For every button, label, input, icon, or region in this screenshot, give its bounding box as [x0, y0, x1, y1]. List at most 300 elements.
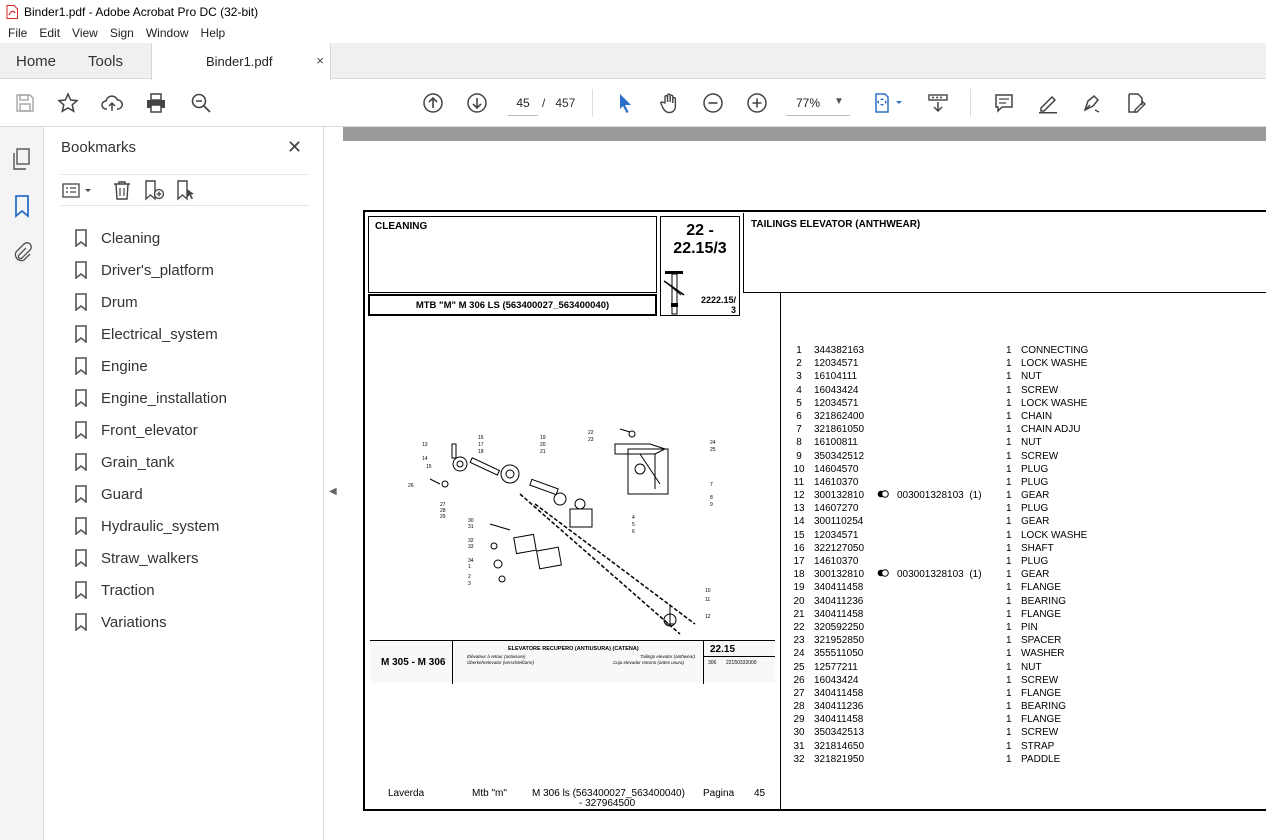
part-description: GEAR — [1021, 516, 1050, 528]
bookmarks-toolbar — [61, 174, 309, 206]
diagram-caption — [370, 640, 775, 683]
svg-text:30: 30 — [468, 518, 474, 524]
diagram-title-es: Cuja elevador retorno (antes usura) — [613, 660, 685, 665]
part-quantity: 1 — [1006, 503, 1012, 515]
part-quantity: 1 — [1006, 701, 1012, 713]
alternate-code: 003001328103 — [897, 490, 964, 502]
close-panel-icon[interactable]: ✕ — [287, 137, 303, 157]
part-code: 16043424 — [814, 674, 859, 686]
part-description: PLUG — [1021, 463, 1049, 475]
svg-text:27: 27 — [440, 502, 446, 508]
bookmark-label: Traction — [101, 581, 155, 599]
model-box — [368, 294, 657, 316]
add-bookmark-from-structure-icon[interactable] — [175, 179, 199, 203]
bookmark-icon — [74, 581, 88, 599]
alternate-marker-icon — [877, 568, 889, 581]
part-quantity: 1 — [1006, 490, 1012, 502]
diagram-title-fr: Elévateur à retour (antiusure) — [467, 654, 526, 659]
part-position: 5 — [796, 397, 802, 409]
part-quantity: 1 — [1006, 661, 1012, 673]
part-code: 340411236 — [814, 701, 864, 713]
part-quantity: 1 — [1006, 476, 1012, 488]
svg-text:16: 16 — [478, 435, 484, 441]
ref-small — [701, 295, 736, 315]
part-quantity: 1 — [1006, 450, 1012, 462]
page-number-input[interactable] — [508, 90, 538, 116]
part-position: 23 — [793, 635, 805, 647]
bookmark-label: Cleaning — [101, 229, 161, 247]
part-position: 25 — [793, 661, 805, 673]
bookmark-icon — [74, 389, 88, 407]
footer-model-tail: - 327964500 — [579, 798, 636, 809]
ref-small-line1: 2222.15/ — [700, 295, 736, 305]
bookmark-label: Hydraulic_system — [101, 517, 220, 535]
upload-cloud-icon[interactable] — [100, 91, 124, 115]
part-position: 13 — [793, 503, 805, 515]
part-quantity: 1 — [1006, 608, 1012, 620]
bookmark-item[interactable] — [74, 286, 227, 318]
star-icon[interactable] — [56, 91, 80, 115]
part-position: 18 — [793, 569, 805, 581]
caption-divider — [704, 656, 775, 657]
part-quantity: 1 — [1006, 753, 1012, 765]
tab-document[interactable] — [151, 43, 331, 80]
frame-bottom-line — [363, 809, 1266, 811]
navigation-rail — [0, 127, 44, 840]
footer-brand: Laverda — [388, 788, 425, 799]
svg-text:21: 21 — [540, 449, 546, 455]
part-description: PLUG — [1021, 556, 1049, 567]
svg-text:5: 5 — [632, 522, 635, 528]
part-position: 12 — [793, 490, 805, 502]
part-quantity: 1 — [1006, 437, 1012, 449]
part-description: FLANGE — [1021, 687, 1062, 699]
menu-help[interactable]: Help — [200, 26, 226, 40]
part-quantity: 1 — [1006, 542, 1012, 554]
part-position: 30 — [793, 727, 805, 739]
svg-text:8: 8 — [710, 495, 713, 501]
part-description: PLUG — [1021, 503, 1049, 515]
bookmark-icon — [74, 293, 88, 311]
diagram-num: 306 — [708, 660, 717, 666]
svg-text:18: 18 — [478, 449, 484, 455]
svg-text:28: 28 — [440, 508, 446, 514]
bookmark-label: Front_elevator — [101, 421, 198, 439]
alternate-code: 003001328103 — [897, 569, 964, 581]
bookmark-item[interactable] — [74, 382, 227, 414]
svg-text:13: 13 — [422, 442, 428, 448]
part-description: CONNECTING — [1021, 345, 1089, 356]
part-code: 320592250 — [814, 621, 865, 633]
part-code: 321862400 — [814, 410, 865, 422]
alternate-marker-icon — [877, 489, 889, 502]
part-position: 27 — [793, 687, 805, 699]
bookmark-label: Electrical_system — [101, 325, 218, 343]
zoom-in-icon[interactable] — [745, 91, 769, 115]
part-code: 340411236 — [814, 595, 864, 607]
part-quantity: 1 — [1006, 384, 1012, 396]
part-description: SCREW — [1021, 727, 1059, 739]
toolbar-divider — [592, 89, 593, 117]
caption-divider — [703, 641, 704, 684]
part-position: 20 — [793, 595, 805, 607]
part-position: 7 — [796, 424, 802, 436]
save-icon[interactable] — [13, 91, 37, 115]
part-description: LOCK WASHE — [1021, 358, 1088, 370]
part-quantity: 1 — [1006, 516, 1012, 528]
svg-text:3: 3 — [468, 581, 471, 587]
svg-text:23: 23 — [588, 437, 594, 443]
svg-text:4: 4 — [632, 515, 635, 521]
footer-model-full: M 306 ls (563400027_563400040) — [532, 788, 685, 799]
svg-text:25: 25 — [710, 447, 716, 453]
part-alternate-code — [897, 568, 982, 581]
bookmark-icon — [74, 229, 88, 247]
bookmark-label: Driver's_platform — [101, 261, 214, 279]
part-quantity: 1 — [1006, 569, 1012, 581]
svg-text:31: 31 — [468, 524, 474, 530]
part-position: 10 — [793, 463, 805, 475]
bookmark-options-icon[interactable] — [61, 179, 97, 203]
bookmark-item[interactable] — [74, 510, 227, 542]
part-position: 29 — [793, 714, 805, 726]
part-code: 355511050 — [814, 648, 864, 660]
svg-text:7: 7 — [710, 482, 713, 488]
highlight-pen-icon[interactable] — [1036, 91, 1060, 115]
part-code: 321821950 — [814, 753, 865, 765]
svg-text:9: 9 — [710, 502, 713, 508]
part-code: 14610370 — [814, 476, 859, 488]
main-toolbar — [0, 80, 1266, 127]
part-code: 16043424 — [814, 384, 859, 396]
svg-text:1: 1 — [468, 564, 471, 570]
part-description: FLANGE — [1021, 582, 1062, 594]
fill-sign-icon[interactable] — [1124, 91, 1148, 115]
part-quantity: 1 — [1006, 674, 1012, 686]
svg-text:26: 26 — [408, 483, 414, 489]
part-code: 14607270 — [814, 503, 859, 515]
zoom-out-icon[interactable] — [701, 91, 725, 115]
tab-tools[interactable]: Tools — [88, 52, 124, 70]
part-position: 22 — [793, 621, 805, 633]
bookmark-item[interactable] — [74, 254, 227, 286]
svg-text:19: 19 — [540, 435, 546, 441]
part-code: 300110254 — [814, 516, 864, 528]
footer-model-short: Mtb "m" — [472, 788, 507, 799]
part-code: 16100811 — [814, 437, 858, 449]
part-code: 321814650 — [814, 740, 865, 752]
bookmark-icon — [74, 261, 88, 279]
bookmark-icon — [74, 517, 88, 535]
part-position: 15 — [793, 529, 805, 541]
part-code: 322127050 — [814, 542, 865, 554]
alternate-note: (1) — [969, 490, 982, 502]
part-position: 1 — [796, 345, 802, 356]
diagram-model: M 305 - M 306 — [381, 657, 446, 668]
group-title-box — [743, 213, 1266, 293]
part-position: 19 — [793, 582, 805, 594]
diagram-code: 22150332000 — [726, 660, 757, 666]
part-code: 300132810 — [814, 569, 865, 581]
part-position: 16 — [793, 542, 805, 554]
part-code: 12577211 — [814, 661, 858, 673]
print-icon[interactable] — [144, 91, 168, 115]
bookmarks-panel — [44, 127, 324, 840]
part-quantity: 1 — [1006, 410, 1012, 422]
part-position: 32 — [793, 753, 805, 765]
menu-window[interactable]: Window — [145, 26, 189, 40]
pdf-page — [343, 141, 1266, 840]
bookmark-icon — [74, 357, 88, 375]
part-code: 344382163 — [814, 345, 865, 356]
part-description: PLUG — [1021, 476, 1049, 488]
page-thumbnails-icon[interactable] — [11, 147, 33, 171]
part-description: CHAIN — [1021, 410, 1053, 422]
bookmark-item[interactable] — [74, 318, 227, 350]
total-pages: 457 — [555, 96, 576, 110]
toolbar-divider — [970, 89, 971, 117]
tab-document-label: Binder1.pdf — [206, 54, 273, 69]
part-code: 300132810 — [814, 490, 865, 502]
part-description: GEAR — [1021, 569, 1050, 581]
part-description: SCREW — [1021, 450, 1059, 462]
part-description: FLANGE — [1021, 714, 1062, 726]
sign-pen-icon[interactable] — [1080, 91, 1104, 115]
bookmark-item[interactable] — [74, 478, 227, 510]
part-quantity: 1 — [1006, 424, 1012, 436]
part-position: 26 — [793, 674, 805, 686]
part-code: 12034571 — [814, 358, 859, 370]
exploded-diagram — [370, 424, 775, 644]
svg-text:20: 20 — [540, 442, 546, 448]
part-description: SCREW — [1021, 674, 1059, 686]
bookmark-list — [74, 222, 227, 638]
part-position: 11 — [793, 476, 805, 488]
menu-bar — [0, 23, 1266, 43]
bookmark-icon — [74, 485, 88, 503]
part-description: LOCK WASHE — [1021, 529, 1088, 541]
menu-file[interactable]: File — [8, 26, 28, 40]
part-quantity: 1 — [1006, 582, 1012, 594]
part-position: 24 — [793, 648, 805, 660]
part-position: 28 — [793, 701, 805, 713]
page-count — [542, 96, 575, 110]
frame-top-line — [363, 210, 1266, 212]
bookmark-item[interactable] — [74, 574, 227, 606]
bookmark-label: Variations — [101, 613, 167, 631]
svg-text:22: 22 — [588, 430, 594, 436]
part-quantity: 1 — [1006, 556, 1012, 567]
document-viewport[interactable] — [343, 127, 1266, 840]
footer-page-number: 45 — [754, 788, 766, 799]
part-description: STRAP — [1021, 740, 1055, 752]
window-title: Binder1.pdf - Adobe Acrobat Pro DC (32-bit) — [24, 4, 259, 19]
title-bar — [0, 0, 1266, 23]
part-description: PADDLE — [1021, 753, 1061, 765]
part-description: CHAIN ADJU — [1021, 424, 1081, 436]
part-description: BEARING — [1021, 595, 1067, 607]
part-description: BEARING — [1021, 701, 1067, 713]
bookmark-icon — [74, 453, 88, 471]
part-quantity: 1 — [1006, 463, 1012, 475]
bookmark-icon — [74, 549, 88, 567]
group-title: TAILINGS ELEVATOR (ANTHWEAR) — [751, 219, 921, 230]
part-alternate-code — [897, 489, 982, 502]
section-title: CLEANING — [375, 221, 428, 232]
part-description: SPACER — [1021, 635, 1062, 647]
close-tab-icon[interactable]: × — [316, 53, 324, 68]
part-quantity: 1 — [1006, 595, 1012, 607]
select-cursor-icon[interactable] — [613, 91, 637, 115]
bookmark-icon — [74, 613, 88, 631]
svg-text:6: 6 — [632, 529, 635, 535]
part-quantity: 1 — [1006, 727, 1012, 739]
previous-page-edge — [343, 127, 1266, 141]
diagram-title: ELEVATORE RECUPERO (ANTIUSURA) (CATENA) — [508, 646, 639, 652]
svg-text:10: 10 — [705, 588, 711, 594]
footer-page-label: Pagina — [703, 788, 735, 799]
part-description: GEAR — [1021, 490, 1050, 502]
bookmark-label: Engine_installation — [101, 389, 227, 407]
reference-box — [660, 216, 740, 316]
menu-sign[interactable]: Sign — [109, 26, 134, 40]
bookmark-item[interactable] — [74, 350, 227, 382]
bookmark-item[interactable] — [74, 542, 227, 574]
diagram-title-de: Überkehrelevator (verschleißarm) — [467, 660, 535, 665]
scroll-mode-icon[interactable] — [926, 91, 950, 115]
frame-left-line — [363, 210, 365, 811]
svg-text:14: 14 — [422, 456, 428, 462]
part-quantity: 1 — [1006, 714, 1012, 726]
part-position: 6 — [796, 410, 802, 422]
delete-bookmark-icon[interactable] — [111, 179, 135, 203]
svg-text:15: 15 — [426, 464, 432, 470]
part-position: 31 — [793, 740, 805, 752]
part-description: SHAFT — [1021, 542, 1054, 554]
svg-text:17: 17 — [478, 442, 484, 448]
part-code: 321861050 — [814, 424, 865, 436]
part-position: 9 — [796, 450, 802, 462]
bookmark-label: Straw_walkers — [101, 549, 199, 567]
part-code: 340411458 — [814, 714, 864, 726]
svg-text:29: 29 — [440, 514, 446, 520]
zoom-search-icon[interactable] — [189, 91, 213, 115]
part-quantity: 1 — [1006, 371, 1012, 383]
svg-text:12: 12 — [705, 614, 711, 620]
part-position: 8 — [796, 437, 802, 449]
hand-tool-icon[interactable] — [657, 91, 681, 115]
part-quantity: 1 — [1006, 635, 1012, 647]
part-description: WASHER — [1021, 648, 1065, 660]
tab-home[interactable]: Home — [16, 52, 57, 70]
svg-text:24: 24 — [710, 440, 716, 446]
svg-text:11: 11 — [705, 597, 711, 603]
diagram-title-en: Tailings elevator (anthwear) — [640, 654, 696, 659]
svg-text:32: 32 — [468, 538, 474, 544]
next-page-icon[interactable] — [465, 91, 489, 115]
attachments-icon[interactable] — [11, 240, 33, 264]
part-code: 340411458 — [814, 582, 864, 594]
part-code: 350342513 — [814, 727, 865, 739]
part-code: 321952850 — [814, 635, 865, 647]
bookmark-icon — [74, 421, 88, 439]
part-position: 21 — [793, 608, 805, 620]
menu-view[interactable]: View — [72, 26, 98, 40]
bookmark-item[interactable] — [74, 222, 227, 254]
part-description: NUT — [1021, 661, 1042, 673]
part-description: NUT — [1021, 371, 1042, 383]
page-separator: / — [542, 96, 546, 110]
part-position: 14 — [793, 516, 805, 528]
part-quantity: 1 — [1006, 687, 1012, 699]
part-quantity: 1 — [1006, 529, 1012, 541]
part-quantity: 1 — [1006, 345, 1012, 356]
model-line: MTB "M" M 306 LS (563400027_563400040) — [415, 300, 610, 311]
part-code: 16104111 — [814, 371, 858, 383]
bookmark-label: Grain_tank — [101, 453, 175, 471]
part-code: 340411458 — [814, 608, 864, 620]
svg-text:2: 2 — [468, 574, 471, 580]
part-code: 12034571 — [814, 529, 859, 541]
part-position: 4 — [796, 384, 802, 396]
bookmark-label: Drum — [101, 293, 138, 311]
part-description: PIN — [1021, 621, 1038, 633]
elevator-thumbnail-icon — [663, 269, 687, 315]
ref-number-line2: 22.15/3 — [673, 240, 727, 257]
part-quantity: 1 — [1006, 621, 1012, 633]
part-code: 340411458 — [814, 687, 864, 699]
bookmark-icon — [74, 325, 88, 343]
bookmark-label: Engine — [101, 357, 148, 375]
new-bookmark-icon[interactable] — [143, 179, 167, 203]
ref-number-line1: 22 - — [686, 222, 714, 239]
previous-page-icon[interactable] — [421, 91, 445, 115]
exploded-diagram-drawing — [370, 424, 775, 644]
section-box — [368, 216, 657, 293]
zoom-dropdown-icon[interactable]: ▼ — [834, 96, 844, 107]
part-position: 3 — [796, 371, 802, 383]
bookmark-label: Guard — [101, 485, 143, 503]
part-description: SCREW — [1021, 384, 1059, 396]
parts-column-divider — [780, 293, 781, 810]
part-code: 14604570 — [814, 463, 859, 475]
part-quantity: 1 — [1006, 397, 1012, 409]
comment-icon[interactable] — [992, 91, 1016, 115]
part-code: 350342512 — [814, 450, 865, 462]
caption-divider — [452, 641, 453, 684]
part-position: 17 — [793, 556, 805, 567]
svg-text:33: 33 — [468, 544, 474, 550]
menu-edit[interactable]: Edit — [39, 26, 61, 40]
collapse-panel-icon[interactable]: ◀ — [329, 486, 337, 497]
fit-page-icon[interactable] — [872, 91, 906, 115]
part-quantity: 1 — [1006, 740, 1012, 752]
bookmark-item[interactable] — [74, 606, 227, 638]
bookmark-item[interactable] — [74, 446, 227, 478]
part-position: 2 — [796, 358, 802, 370]
part-quantity: 1 — [1006, 648, 1012, 660]
pdf-file-icon — [6, 5, 18, 19]
svg-text:34: 34 — [468, 558, 474, 564]
part-description: FLANGE — [1021, 608, 1062, 620]
bookmarks-panel-icon[interactable] — [11, 194, 33, 218]
part-code: 12034571 — [814, 397, 859, 409]
bookmark-item[interactable] — [74, 414, 227, 446]
part-description: NUT — [1021, 437, 1042, 449]
part-quantity: 1 — [1006, 358, 1012, 370]
bookmarks-title: Bookmarks — [61, 139, 137, 156]
ref-small-line2: 3 — [730, 305, 736, 315]
